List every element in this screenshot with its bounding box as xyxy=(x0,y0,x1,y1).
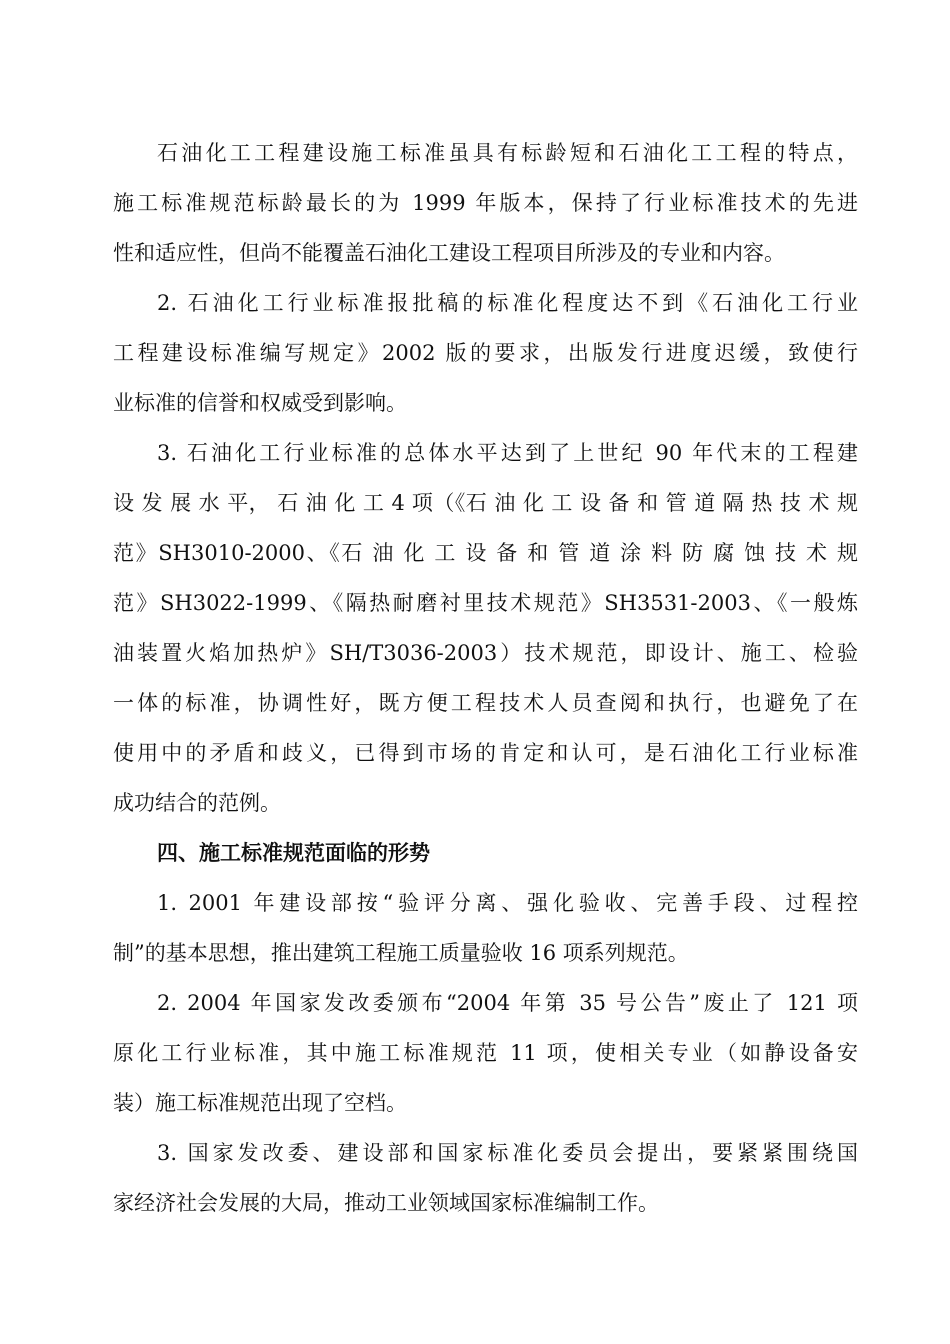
paragraph-5 xyxy=(113,978,858,1128)
text-line: 一体的标准，协调性好，既方便工程技术人员查阅和执行，也避免了在 xyxy=(113,691,858,715)
text-line: 范》SH3022-1999、《隔热耐磨衬里技术规范》SH3531-2003、《一般炼 xyxy=(113,591,858,615)
text-line: 成功结合的范例。 xyxy=(113,791,281,815)
text-line: 1. 2001 年建设部按“验评分离、强化验收、完善手段、过程控 xyxy=(157,891,858,915)
section-heading xyxy=(113,828,858,878)
text-line: 家经济社会发展的大局，推动工业领域国家标准编制工作。 xyxy=(113,1191,659,1215)
paragraph-1 xyxy=(113,128,858,278)
text-line: 制”的基本思想，推出建筑工程施工质量验收 16 项系列规范。 xyxy=(113,941,689,965)
text-line: 设 发 展 水 平， 石 油 化 工 4 项（《石 油 化 工 设 备 和 管 道 隔 热 技 术 规 xyxy=(113,491,858,515)
paragraph-2 xyxy=(113,278,858,428)
text-line: 3. 国家发改委、建设部和国家标准化委员会提出，要紧紧围绕国 xyxy=(157,1141,858,1165)
text-line: 3. 石油化工行业标准的总体水平达到了上世纪 90 年代末的工程建 xyxy=(157,441,858,465)
text-line: 性和适应性，但尚不能覆盖石油化工建设工程项目所涉及的专业和内容。 xyxy=(113,241,785,265)
text-line: 业标准的信誉和权威受到影响。 xyxy=(113,391,407,415)
paragraph-3 xyxy=(113,428,858,828)
text-line: 油装置火焰加热炉》SH/T3036-2003）技术规范，即设计、施工、检验 xyxy=(113,641,858,665)
section-title: 四、施工标准规范面临的形势 xyxy=(157,841,430,865)
document-page xyxy=(113,128,858,1228)
text-line: 施工标准规范标龄最长的为 1999 年版本，保持了行业标准技术的先进 xyxy=(113,191,858,215)
text-line: 使用中的矛盾和歧义，已得到市场的肯定和认可，是石油化工行业标准 xyxy=(113,741,858,765)
paragraph-6 xyxy=(113,1128,858,1228)
text-line: 2. 2004 年国家发改委颁布“2004 年第 35 号公告”废止了 121 项 xyxy=(157,991,858,1015)
text-line: 原化工行业标准，其中施工标准规范 11 项，使相关专业（如静设备安 xyxy=(113,1041,858,1065)
paragraph-4 xyxy=(113,878,858,978)
text-line: 2. 石油化工行业标准报批稿的标准化程度达不到《石油化工行业 xyxy=(157,291,858,315)
text-line: 工程建设标准编写规定》2002 版的要求，出版发行进度迟缓，致使行 xyxy=(113,341,858,365)
text-line: 范》SH3010-2000、《石 油 化 工 设 备 和 管 道 涂 料 防 腐 蚀 技 术 规 xyxy=(113,541,858,565)
text-line: 装）施工标准规范出现了空档。 xyxy=(113,1091,407,1115)
text-line: 石油化工工程建设施工标准虽具有标龄短和石油化工工程的特点， xyxy=(157,141,858,165)
